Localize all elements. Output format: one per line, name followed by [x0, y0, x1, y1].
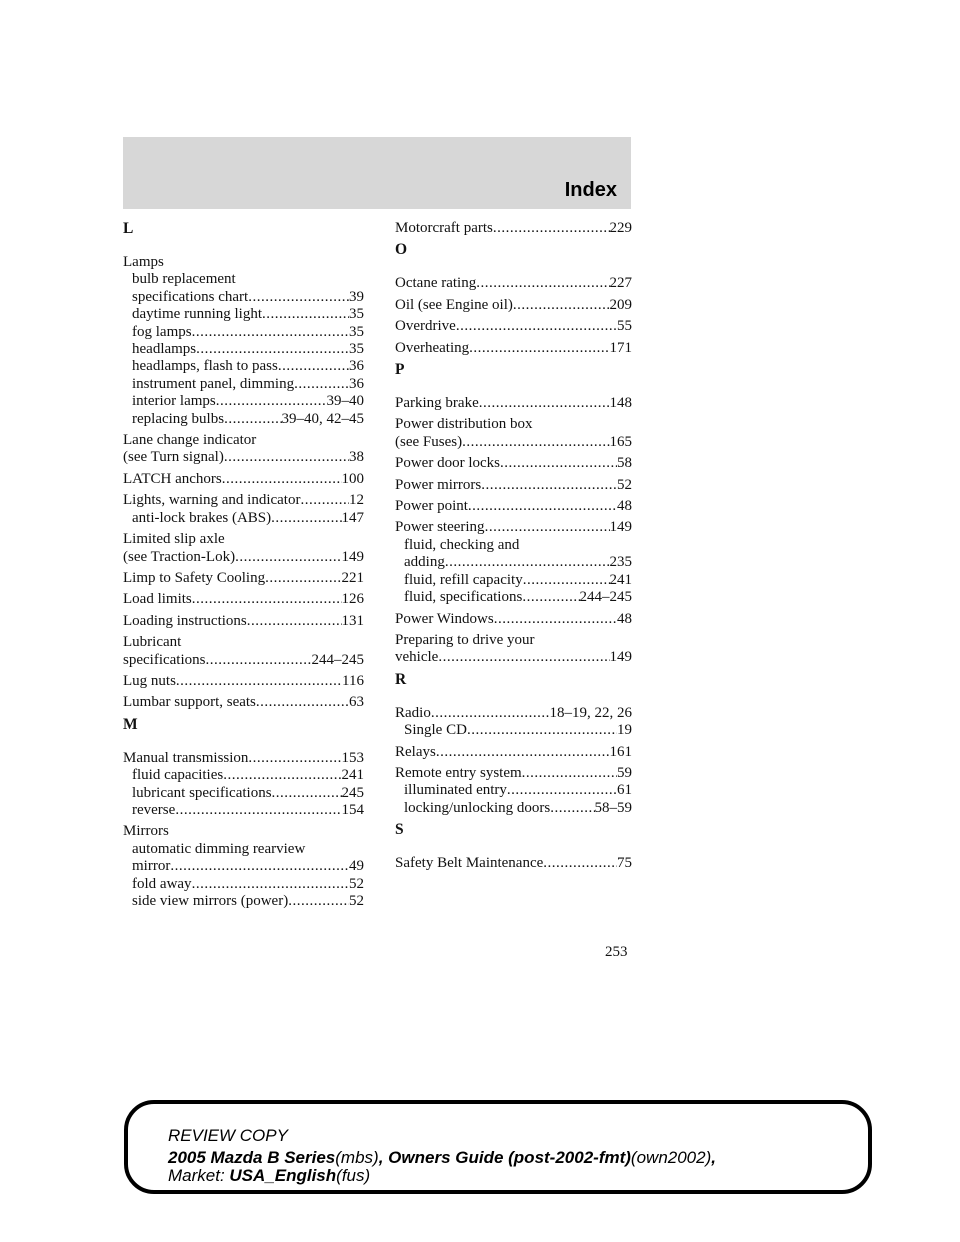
entry-text: Limited slip axle — [123, 531, 225, 548]
index-entry-line — [395, 519, 632, 536]
entry-text: Lubricant — [123, 634, 182, 651]
index-entry — [395, 855, 632, 872]
index-entry — [395, 220, 632, 237]
entry-text: Power door locks — [395, 455, 500, 472]
review-copy-text: Market: — [168, 1166, 230, 1185]
entry-page-ref: 35 — [349, 323, 364, 340]
entry-text: specifications chart — [132, 288, 249, 305]
index-entry — [395, 318, 632, 335]
index-subentry-line — [123, 841, 364, 858]
dot-leader — [456, 318, 617, 335]
dot-leader — [262, 306, 349, 323]
entry-page-ref: 63 — [349, 694, 364, 711]
dot-leader — [438, 649, 609, 666]
entry-page-ref: 209 — [609, 296, 632, 313]
entry-text: locking/unlocking doors — [404, 799, 551, 816]
review-copy-text: 2005 Mazda B Series — [168, 1148, 336, 1167]
review-copy-title-line — [168, 1148, 716, 1168]
dot-leader — [479, 395, 610, 412]
index-entry-line — [395, 855, 632, 872]
entry-text: Relays — [395, 743, 436, 760]
entry-text: illuminated entry — [404, 782, 507, 799]
entry-text: LATCH anchors — [123, 470, 222, 487]
index-subentry-line — [123, 411, 364, 428]
index-entry-line — [123, 613, 364, 630]
entry-text: Power steering — [395, 519, 485, 536]
index-entry — [123, 432, 364, 467]
review-copy-text: (fus) — [336, 1166, 371, 1185]
entry-text: lubricant specifications — [132, 784, 272, 801]
entry-text: Single CD — [404, 722, 467, 739]
index-entry-line — [395, 434, 632, 451]
index-entry-line — [395, 477, 632, 494]
entry-text: bulb replacement — [132, 271, 236, 288]
index-entry — [395, 275, 632, 292]
dot-leader — [205, 652, 311, 669]
index-subentry-line — [395, 722, 632, 739]
entry-page-ref: 131 — [341, 612, 364, 629]
entry-text: specifications — [123, 651, 206, 668]
index-entry-line — [123, 531, 364, 548]
entry-text: Motorcraft parts — [395, 220, 493, 236]
dot-leader — [222, 471, 342, 488]
entry-page-ref: 52 — [617, 476, 632, 493]
dot-leader — [493, 220, 610, 237]
entry-page-ref: 55 — [617, 318, 632, 335]
index-column-left — [123, 220, 364, 914]
index-entry — [395, 340, 632, 357]
index-entry-line — [123, 570, 364, 587]
index-entry-line — [123, 634, 364, 651]
dot-leader — [468, 498, 617, 515]
entry-page-ref: 241 — [609, 571, 632, 588]
entry-text: Power point — [395, 498, 468, 515]
entry-text: headlamps, flash to pass — [132, 358, 278, 375]
entry-text: fog lamps — [132, 323, 192, 340]
dot-leader — [278, 358, 349, 375]
index-subentry-line — [123, 876, 364, 893]
entry-page-ref: 39 — [349, 288, 364, 305]
page-number: 253 — [605, 944, 628, 960]
entry-page-ref: 48 — [617, 498, 632, 515]
review-copy-text: USA_English — [229, 1166, 337, 1185]
index-entry — [395, 519, 632, 606]
header-band — [123, 137, 631, 209]
entry-page-ref: 171 — [609, 339, 632, 356]
entry-page-ref: 12 — [349, 492, 364, 509]
index-entry — [395, 395, 632, 412]
index-entry-line — [123, 471, 364, 488]
entry-page-ref: 149 — [609, 649, 632, 666]
index-entry — [123, 673, 364, 690]
index-entry-line — [395, 705, 632, 722]
entry-page-ref: 19 — [617, 722, 632, 739]
entry-page-ref: 58–59 — [594, 799, 632, 816]
entry-page-ref: 165 — [609, 433, 632, 450]
entry-page-ref: 100 — [341, 470, 364, 487]
index-entry-line — [395, 416, 632, 433]
entry-text: Oil (see Engine oil) — [395, 296, 513, 313]
index-entry-line — [123, 432, 364, 449]
dot-leader — [485, 519, 610, 536]
dot-leader — [543, 855, 617, 872]
index-subentry-line — [123, 802, 364, 819]
index-subentry-line — [395, 572, 632, 589]
index-entry-line — [395, 632, 632, 649]
entry-text: Lane change indicator — [123, 432, 257, 449]
index-subentry-line — [123, 510, 364, 527]
index-subentry-line — [123, 767, 364, 784]
section-letter: P — [395, 361, 405, 379]
index-subentry-line — [395, 554, 632, 571]
index-subentry-line — [395, 800, 632, 817]
index-subentry-line — [123, 858, 364, 875]
entry-text: Safety Belt Maintenance — [395, 855, 544, 872]
entry-page-ref: 126 — [341, 591, 364, 608]
entry-page-ref: 241 — [341, 767, 364, 784]
index-entry-line — [395, 649, 632, 666]
index-entry-line — [395, 297, 632, 314]
index-entry — [123, 694, 364, 711]
entry-page-ref: 58 — [617, 455, 632, 472]
entry-page-ref: 49 — [349, 858, 364, 875]
index-entry — [395, 705, 632, 740]
index-entry-line — [123, 823, 364, 840]
entry-text: daytime running light — [132, 306, 262, 323]
entry-page-ref: 245 — [341, 784, 364, 801]
dot-leader — [467, 722, 617, 739]
dot-leader — [247, 613, 342, 630]
index-entry-line — [123, 492, 364, 509]
dot-leader — [494, 611, 617, 628]
entry-page-ref: 39–40 — [326, 393, 364, 410]
entry-page-ref: 149 — [609, 519, 632, 536]
dot-leader — [223, 767, 341, 784]
index-entry-line — [395, 765, 632, 782]
entry-page-ref: 38 — [349, 449, 364, 466]
index-entry — [123, 634, 364, 669]
index-entry-line — [395, 220, 632, 237]
entry-text: Remote entry system — [395, 764, 522, 781]
entry-text: Overheating — [395, 339, 470, 356]
dot-leader — [248, 289, 349, 306]
review-copy-label: REVIEW COPY — [168, 1126, 288, 1145]
index-column-right — [395, 220, 632, 877]
entry-text: (see Turn signal) — [123, 449, 224, 466]
dot-leader — [481, 477, 617, 494]
dot-leader — [550, 800, 594, 817]
entry-text: Power Windows — [395, 610, 494, 627]
dot-leader — [256, 694, 349, 711]
dot-leader — [507, 782, 617, 799]
index-subentry-line — [123, 393, 364, 410]
entry-text: Load limits — [123, 591, 192, 608]
entry-text: mirror — [132, 858, 171, 875]
entry-page-ref: 148 — [609, 395, 632, 412]
entry-page-ref: 227 — [609, 275, 632, 292]
index-entry — [123, 591, 364, 608]
entry-page-ref: 52 — [349, 875, 364, 892]
index-entry-line — [123, 673, 364, 690]
entry-page-ref: 39–40, 42–45 — [281, 410, 364, 427]
entry-page-ref: 221 — [341, 569, 364, 586]
index-entry — [395, 477, 632, 494]
entry-text: Lug nuts — [123, 672, 176, 689]
dot-leader — [288, 893, 349, 910]
section-letter: L — [123, 220, 134, 237]
dot-leader — [300, 492, 349, 509]
dot-leader — [176, 673, 342, 690]
entry-text: Lights, warning and indicator — [123, 492, 301, 509]
entry-text: Limp to Safety Cooling — [123, 569, 266, 586]
index-entry — [123, 613, 364, 630]
index-entry — [123, 823, 364, 910]
entry-page-ref: 161 — [609, 743, 632, 760]
dot-leader — [436, 744, 610, 761]
entry-page-ref: 18–19, 22, 26 — [549, 704, 632, 721]
entry-text: vehicle — [395, 649, 439, 666]
dot-leader — [271, 510, 341, 527]
index-entry — [395, 611, 632, 628]
entry-text: anti-lock brakes (ABS) — [132, 509, 272, 526]
entry-text: Loading instructions — [123, 612, 247, 629]
dot-leader — [476, 275, 609, 292]
index-entry-line — [395, 611, 632, 628]
index-entry-line — [123, 652, 364, 669]
index-entry-line — [123, 549, 364, 566]
index-subentry-line — [123, 358, 364, 375]
index-entry — [395, 765, 632, 817]
dot-leader — [294, 376, 349, 393]
entry-text: Radio — [395, 704, 431, 721]
entry-text: Octane rating — [395, 275, 477, 292]
entry-text: Overdrive — [395, 318, 456, 335]
dot-leader — [469, 340, 609, 357]
entry-page-ref: 48 — [617, 610, 632, 627]
entry-text: interior lamps — [132, 393, 216, 410]
entry-text: side view mirrors (power) — [132, 893, 289, 909]
entry-page-ref: 235 — [609, 554, 632, 571]
entry-text: fluid, specifications — [404, 589, 523, 606]
entry-page-ref: 35 — [349, 341, 364, 358]
index-subentry-line — [123, 271, 364, 288]
index-subentry-line — [395, 537, 632, 554]
review-copy-text: (own2002) — [630, 1148, 712, 1167]
entry-text: Power distribution box — [395, 416, 533, 433]
dot-leader — [170, 858, 349, 875]
entry-page-ref: 154 — [341, 801, 364, 818]
page-title: Index — [564, 179, 617, 201]
entry-text: fluid, refill capacity — [404, 571, 523, 588]
entry-text: Lumbar support, seats — [123, 694, 256, 711]
index-entry — [123, 750, 364, 820]
index-entry — [123, 570, 364, 587]
dot-leader — [224, 449, 349, 466]
index-entry-line — [395, 395, 632, 412]
entry-page-ref: 61 — [617, 782, 632, 799]
index-entry-line — [395, 744, 632, 761]
entry-text: Mirrors — [123, 823, 169, 840]
index-subentry-line — [395, 589, 632, 606]
entry-text: Parking brake — [395, 395, 479, 412]
entry-text: fluid, checking and — [404, 536, 520, 553]
index-entry-line — [123, 254, 364, 271]
entry-text: fold away — [132, 875, 192, 892]
dot-leader — [462, 434, 609, 451]
index-entry-line — [123, 591, 364, 608]
index-subentry-line — [123, 341, 364, 358]
entry-text: (see Traction-Lok) — [123, 548, 236, 565]
index-subentry-line — [123, 289, 364, 306]
index-subentry-line — [123, 893, 364, 910]
index-entry-line — [395, 498, 632, 515]
index-subentry-line — [123, 324, 364, 341]
entry-text: automatic dimming rearview — [132, 840, 306, 857]
entry-page-ref: 147 — [341, 509, 364, 526]
index-entry-line — [123, 449, 364, 466]
review-copy-market-line — [168, 1166, 370, 1186]
dot-leader — [265, 570, 341, 587]
entry-page-ref: 52 — [349, 893, 364, 909]
index-entry-line — [395, 340, 632, 357]
dot-leader — [235, 549, 341, 566]
review-copy-text: , Owners Guide (post-2002-fmt) — [378, 1148, 631, 1167]
dot-leader — [513, 297, 610, 314]
index-entry-line — [395, 318, 632, 335]
entry-text: Manual transmission — [123, 749, 249, 766]
section-letter: R — [395, 670, 407, 688]
entry-text: Power mirrors — [395, 476, 482, 493]
entry-text: instrument panel, dimming — [132, 375, 295, 392]
dot-leader — [500, 455, 617, 472]
index-entry-line — [123, 750, 364, 767]
review-copy-box — [124, 1100, 872, 1194]
index-entry — [123, 492, 364, 527]
entry-text: Preparing to drive your — [395, 631, 535, 648]
entry-page-ref: 59 — [617, 764, 632, 781]
dot-leader — [272, 785, 342, 802]
entry-text: reverse — [132, 801, 176, 818]
entry-text: replacing bulbs — [132, 410, 225, 427]
index-entry — [123, 471, 364, 488]
entry-page-ref: 153 — [341, 749, 364, 766]
dot-leader — [196, 341, 349, 358]
entry-text: fluid capacities — [132, 767, 224, 784]
index-entry — [395, 455, 632, 472]
index-entry-line — [395, 455, 632, 472]
dot-leader — [522, 589, 579, 606]
section-letter: O — [395, 241, 408, 259]
dot-leader — [523, 572, 610, 589]
entry-text: Lamps — [123, 254, 164, 270]
review-copy-text: (mbs) — [335, 1148, 379, 1167]
entry-page-ref: 244–245 — [579, 589, 632, 606]
section-letter: S — [395, 821, 404, 839]
dot-leader — [224, 411, 281, 428]
dot-leader — [192, 876, 349, 893]
review-copy-text: , — [711, 1148, 716, 1167]
index-subentry-line — [395, 782, 632, 799]
dot-leader — [216, 393, 327, 410]
entry-page-ref: 149 — [341, 548, 364, 565]
index-entry-line — [395, 275, 632, 292]
index-subentry-line — [123, 785, 364, 802]
index-entry — [395, 744, 632, 761]
entry-page-ref: 36 — [349, 375, 364, 392]
index-entry — [395, 498, 632, 515]
index-subentry-line — [123, 306, 364, 323]
dot-leader — [522, 765, 617, 782]
dot-leader — [192, 324, 349, 341]
entry-page-ref: 36 — [349, 358, 364, 375]
index-entry — [395, 297, 632, 314]
dot-leader — [192, 591, 342, 608]
entry-page-ref: 75 — [617, 855, 632, 872]
entry-text: (see Fuses) — [395, 433, 463, 450]
entry-page-ref: 229 — [609, 220, 632, 236]
dot-leader — [248, 750, 341, 767]
entry-text: adding — [404, 554, 445, 571]
dot-leader — [175, 802, 341, 819]
index-entry — [395, 632, 632, 667]
index-entry — [123, 531, 364, 566]
entry-text: headlamps — [132, 341, 197, 358]
entry-page-ref: 116 — [342, 672, 364, 689]
section-letter: M — [123, 715, 138, 733]
dot-leader — [431, 705, 550, 722]
entry-page-ref: 244–245 — [311, 651, 364, 668]
dot-leader — [445, 554, 610, 571]
index-entry — [395, 416, 632, 451]
entry-page-ref: 35 — [349, 306, 364, 323]
index-entry-line — [123, 694, 364, 711]
index-entry — [123, 254, 364, 428]
index-subentry-line — [123, 376, 364, 393]
